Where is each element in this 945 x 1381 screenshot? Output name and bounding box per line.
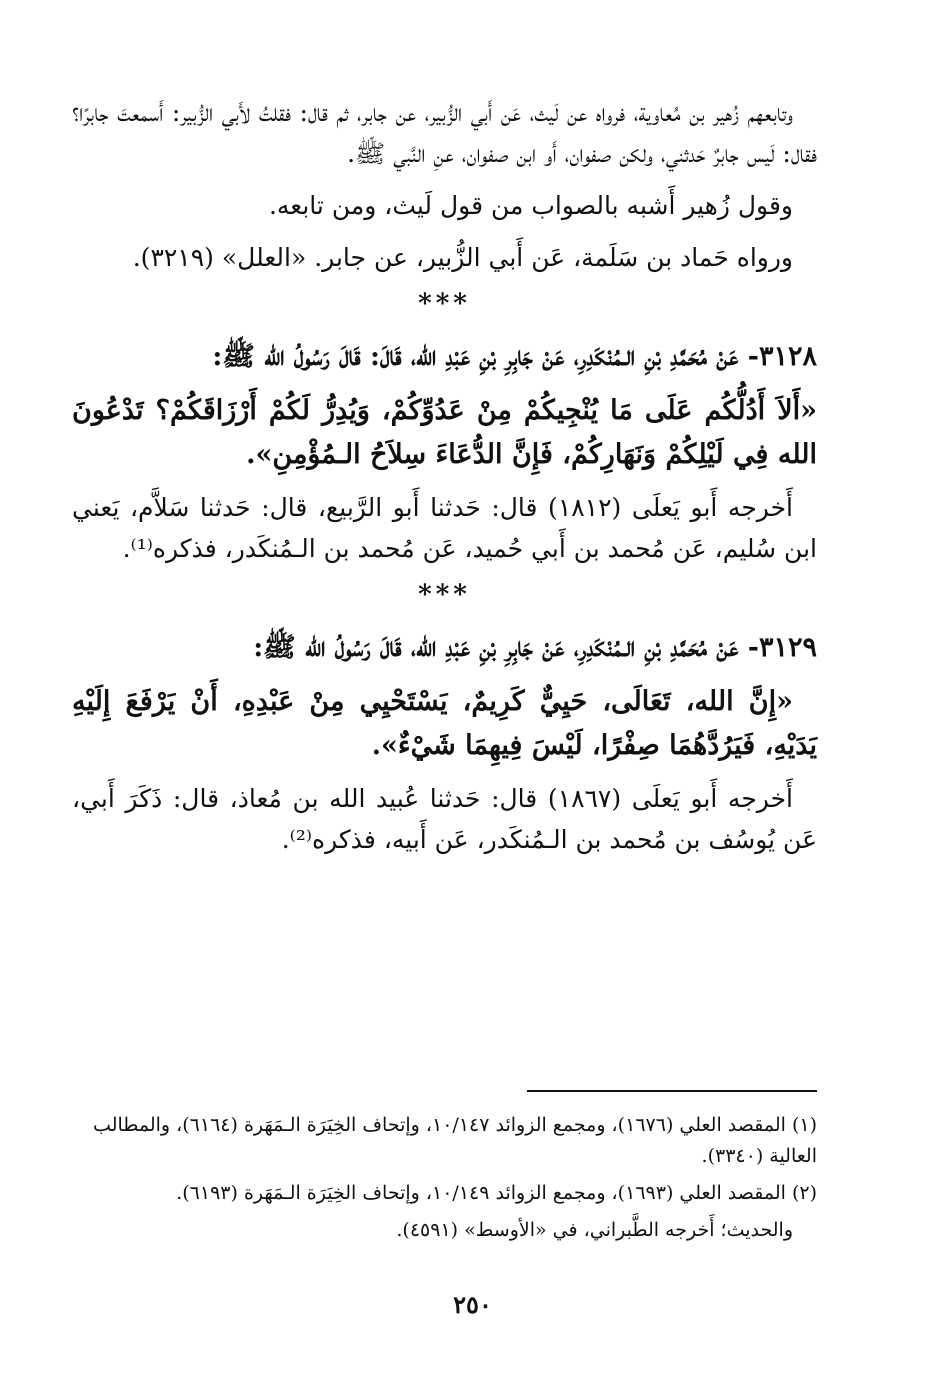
- separator-1: ***: [418, 289, 471, 319]
- footnote-1: (١) المقصد العلي (١٦٧٦)، ومجمع الزوائد ١٠/١٤٧، وإتحاف الخِيَرَة الـمَهَرة (٦١٦٤)، والمطالب العالية (٣٣٤٠).: [93, 1114, 817, 1167]
- hadith-3129-takhrij: أَخرجه أَبو يَعلَى (١٨٦٧) قال: حَدثنا عُبيد الله بن مُعاذ، قال: ذَكَرَ أَبي، عَن يُوسُف بن مُحمد بن الـمُنكَدر، عَن أَبيه، فذكره⁽²⁾.: [72, 784, 817, 854]
- paragraph-1: وتابعهم زُهير بن مُعاوية، فرواه عن لَيث، عَن أَبي الزُّبير، عن جابر، ثم قال: فقلتُ لأَبي الزُّبير: أَسمعتَ جابرًا؟ فقال: لَيس جابرٌ حَدثني، ولكن صفوان، أَو ابن صفوان، عنِ النَّبي ﷺ.: [72, 98, 817, 168]
- hadith-3128-text: «أَلاَ أَدُلُّكُم عَلَى مَا يُنْجِيكُمْ مِنْ عَدُوِّكُمْ، وَيُدِرُّ لَكُمْ أَرْزَاقَكُمْ؟ تَدْعُونَ الله فِي لَيْلِكُمْ وَنَهَارِكُمْ، فَإِنَّ الدُّعَاءَ سِلاَحُ الـمُؤْمِنِ».: [72, 395, 817, 470]
- footnote-2: (٢) المقصد العلي (١٦٩٣)، ومجمع الزوائد ١٠/١٤٩، وإتحاف الخِيَرَة الـمَهَرة (٦١٩٣).: [176, 1182, 817, 1204]
- hadith-3129-heading: ٣١٢٩- عَنْ مُحَمَّدِ بْنِ الـمُنْكَدِرِ، عَنْ جَابِرِ بْنِ عَبْدِ الله، قَالَ رَسُولُ الله ﷺ:: [253, 632, 817, 663]
- paragraph-3: ورواه حَماد بن سَلَمة، عَن أَبي الزُّبير، عن جابر. «العلل» (٣٢١٩).: [132, 243, 793, 272]
- paragraph-2: وقول زُهير أَشبه بالصواب من قول لَيث، ومن تابعه.: [268, 191, 793, 220]
- footnotes: [72, 1110, 817, 1252]
- separator-2: ***: [418, 580, 471, 610]
- page-number: ٢٥٠: [453, 1290, 492, 1319]
- footnote-2-continuation: والحديث؛ أَخرجه الطَّبراني، في «الأوسط» (٤٥٩١).: [396, 1219, 793, 1241]
- footnote-divider: [527, 1090, 817, 1092]
- hadith-3129-text: «إِنَّ الله، تَعَالَى، حَيِيٌّ كَرِيمٌ، يَسْتَحْيِي مِنْ عَبْدِهِ، أَنْ يَرْفَعَ إِلَيْهِ يَدَيْهِ، فَيَرُدَّهُمَا صِفْرًا، لَيْسَ فِيهِمَا شَيْءٌ».: [72, 686, 817, 761]
- hadith-3128-heading: ٣١٢٨- عَنْ مُحَمَّدِ بْنِ الـمُنْكَدِرِ، عَنْ جَابِرِ بْنِ عَبْدِ الله، قَالَ: قَالَ رَسُولُ الله ﷺ:: [212, 341, 817, 372]
- main-text: [72, 92, 817, 871]
- hadith-3128-takhrij: أَخرجه أَبو يَعلَى (١٨١٢) قال: حَدثنا أَبو الرَّبيع، قال: حَدثنا سَلاَّم، يَعني ابن سُليم، عَن مُحمد بن أَبي حُميد، عَن مُحمد بن الـمُنكَدر، فذكره⁽¹⁾.: [72, 493, 817, 563]
